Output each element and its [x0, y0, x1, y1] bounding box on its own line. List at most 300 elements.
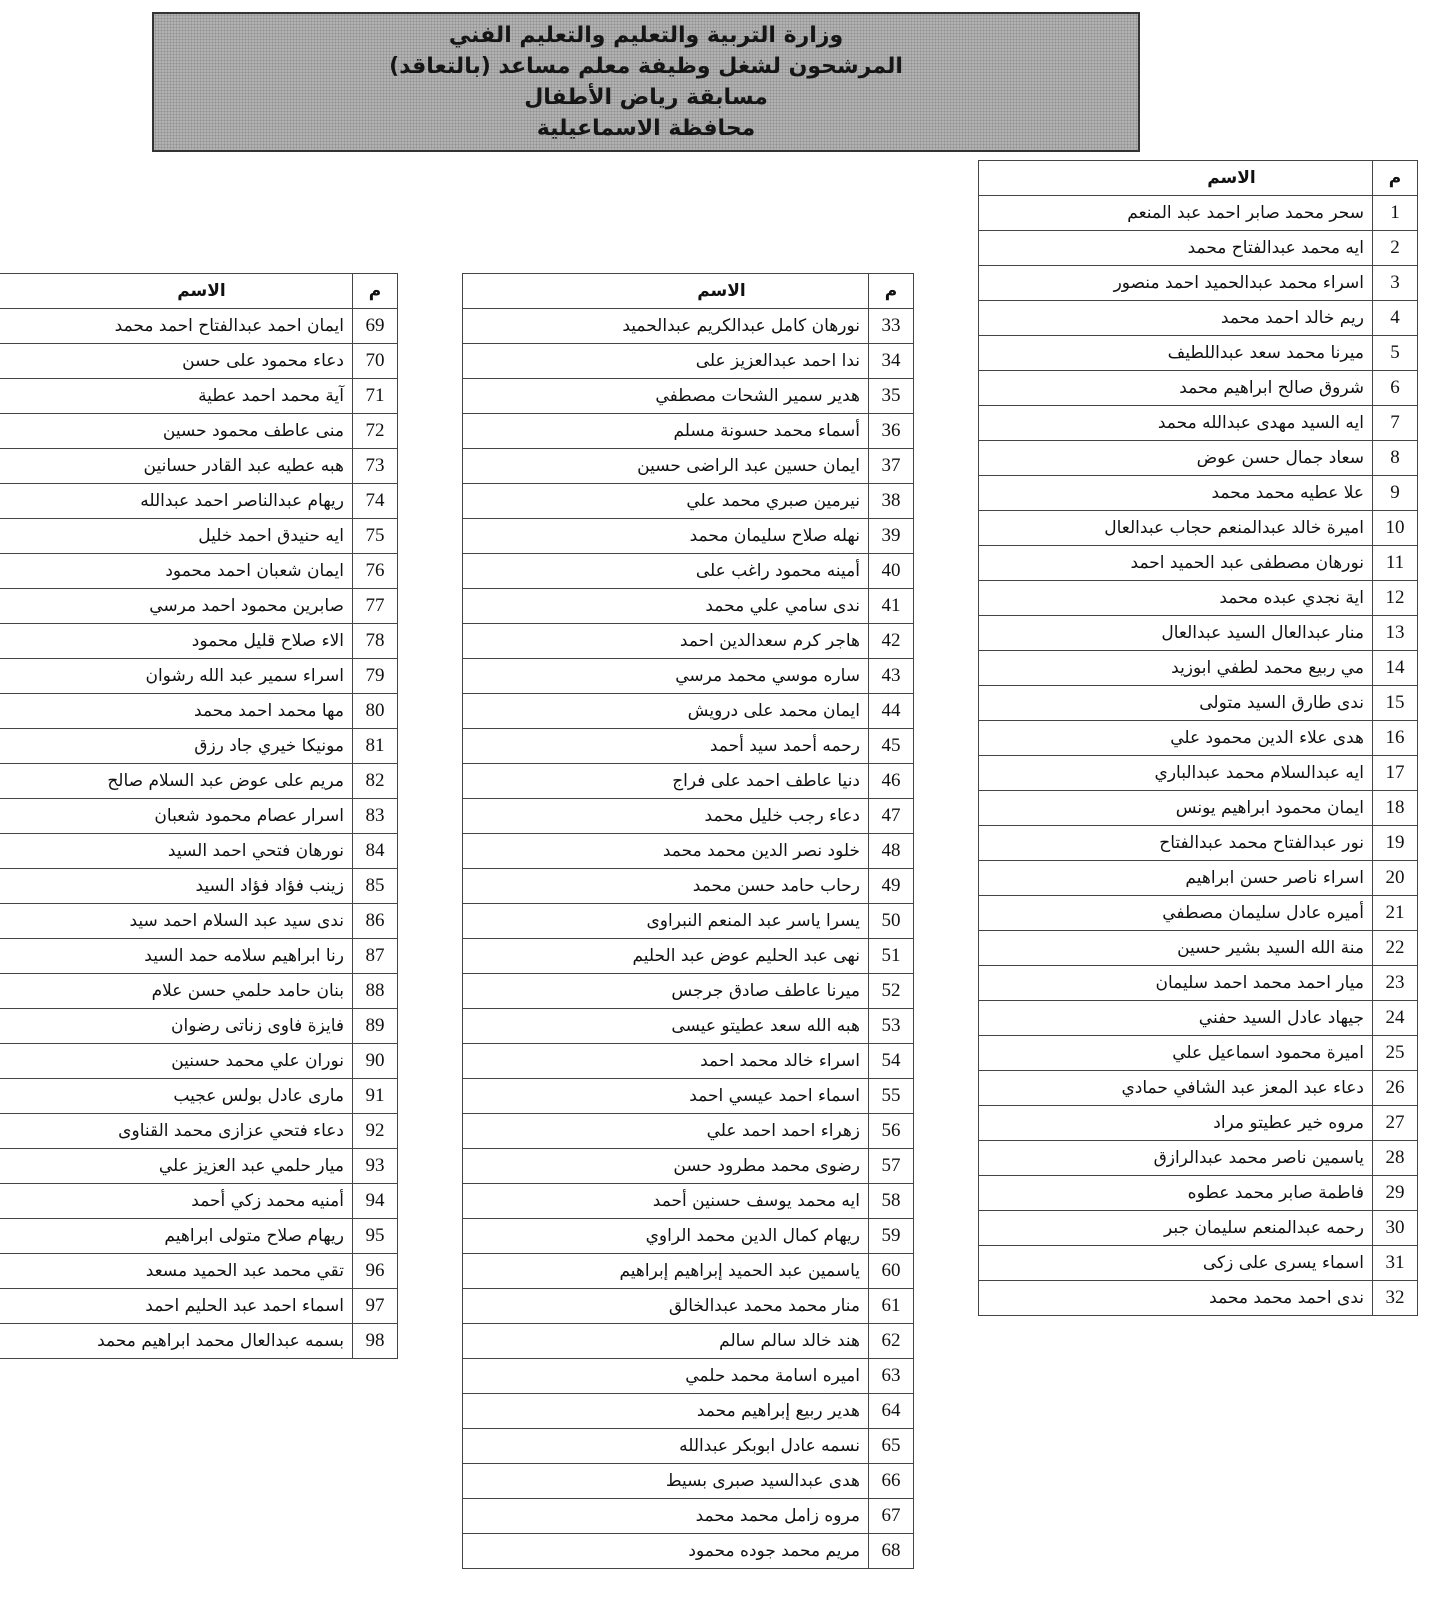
candidate-name: ميار حلمي عبد العزيز علي	[0, 1149, 353, 1184]
candidate-name: هاجر كرم سعدالدين احمد	[463, 624, 869, 659]
table-row	[0, 1289, 398, 1324]
row-number: 64	[869, 1394, 914, 1429]
candidate-name: منار محمد محمد عبدالخالق	[463, 1289, 869, 1324]
candidate-name: منى عاطف محمود حسين	[0, 414, 353, 449]
table-row	[463, 484, 914, 519]
table-row	[979, 721, 1418, 756]
row-number: 42	[869, 624, 914, 659]
row-number: 58	[869, 1184, 914, 1219]
table-row	[979, 616, 1418, 651]
candidate-name: سعاد جمال حسن عوض	[979, 441, 1373, 476]
row-number: 23	[1373, 966, 1418, 1001]
candidate-name: زينب فؤاد فؤاد السيد	[0, 869, 353, 904]
table-row	[463, 834, 914, 869]
table-row	[0, 1044, 398, 1079]
row-number: 78	[353, 624, 398, 659]
row-number: 1	[1373, 196, 1418, 231]
table-row	[463, 589, 914, 624]
table-row	[979, 1071, 1418, 1106]
candidate-name: يسرا ياسر عبد المنعم النبراوى	[463, 904, 869, 939]
table-row	[0, 414, 398, 449]
table-row	[463, 1324, 914, 1359]
candidate-name: مارى عادل بولس عجيب	[0, 1079, 353, 1114]
candidate-name: هبه الله سعد عطيتو عيسى	[463, 1009, 869, 1044]
candidate-name: فايزة فاوى زناتى رضوان	[0, 1009, 353, 1044]
candidate-name: نور عبدالفتاح محمد عبدالفتاح	[979, 826, 1373, 861]
candidate-name: اسراء ناصر حسن ابراهيم	[979, 861, 1373, 896]
row-number: 6	[1373, 371, 1418, 406]
table-row	[979, 301, 1418, 336]
table-row	[0, 799, 398, 834]
candidate-name: ميار احمد محمد احمد سليمان	[979, 966, 1373, 1001]
candidate-name: نورهان مصطفى عبد الحميد احمد	[979, 546, 1373, 581]
header-ministry: وزارة التربية والتعليم والتعليم الفني	[448, 23, 844, 48]
candidate-name: ندى سامي علي محمد	[463, 589, 869, 624]
row-number: 88	[353, 974, 398, 1009]
table-row	[979, 441, 1418, 476]
table-row	[463, 799, 914, 834]
row-number: 75	[353, 519, 398, 554]
row-number: 12	[1373, 581, 1418, 616]
row-number: 74	[353, 484, 398, 519]
candidate-name: اميره اسامة محمد حلمي	[463, 1359, 869, 1394]
table-row	[979, 826, 1418, 861]
candidate-name: ندى احمد محمد محمد	[979, 1281, 1373, 1316]
candidate-name: اسماء يسرى على زكى	[979, 1246, 1373, 1281]
row-number: 14	[1373, 651, 1418, 686]
candidate-name: جيهاد عادل السيد حفني	[979, 1001, 1373, 1036]
row-number: 40	[869, 554, 914, 589]
row-number: 33	[869, 309, 914, 344]
row-number: 43	[869, 659, 914, 694]
candidate-name: مريم على عوض عبد السلام صالح	[0, 764, 353, 799]
row-number: 67	[869, 1499, 914, 1534]
row-number: 72	[353, 414, 398, 449]
candidate-name: ريهام كمال الدين محمد الراوي	[463, 1219, 869, 1254]
row-number: 53	[869, 1009, 914, 1044]
candidate-name: ميرنا محمد سعد عبداللطيف	[979, 336, 1373, 371]
table-row	[0, 974, 398, 1009]
candidate-name: اية نجدي عبده محمد	[979, 581, 1373, 616]
candidate-name: رحمه عبدالمنعم سليمان جبر	[979, 1211, 1373, 1246]
table-row	[979, 581, 1418, 616]
row-number: 22	[1373, 931, 1418, 966]
row-number: 4	[1373, 301, 1418, 336]
table-row	[463, 729, 914, 764]
table-row	[979, 231, 1418, 266]
table-row	[0, 694, 398, 729]
candidate-name: ايمان محمد على درويش	[463, 694, 869, 729]
table-row	[0, 589, 398, 624]
candidate-name: اسراء محمد عبدالحميد احمد منصور	[979, 266, 1373, 301]
row-number: 41	[869, 589, 914, 624]
row-number: 11	[1373, 546, 1418, 581]
row-number: 25	[1373, 1036, 1418, 1071]
column-header-number: م	[1373, 161, 1418, 196]
candidate-name: مونيكا خيري جاد رزق	[0, 729, 353, 764]
row-number: 77	[353, 589, 398, 624]
table-row	[979, 966, 1418, 1001]
row-number: 50	[869, 904, 914, 939]
candidate-name: الاء صلاح قليل محمود	[0, 624, 353, 659]
row-number: 8	[1373, 441, 1418, 476]
table-row	[0, 519, 398, 554]
candidate-name: مروه خير عطيتو مراد	[979, 1106, 1373, 1141]
candidate-name: مريم محمد جوده محمود	[463, 1534, 869, 1569]
row-number: 49	[869, 869, 914, 904]
row-number: 61	[869, 1289, 914, 1324]
table-row	[463, 414, 914, 449]
row-number: 37	[869, 449, 914, 484]
candidate-name: ميرنا عاطف صادق جرجس	[463, 974, 869, 1009]
table-row	[463, 449, 914, 484]
table-header-row	[0, 274, 398, 309]
row-number: 56	[869, 1114, 914, 1149]
candidate-name: اميرة محمود اسماعيل علي	[979, 1036, 1373, 1071]
candidates-table-2	[462, 273, 914, 1569]
table-row	[463, 1079, 914, 1114]
candidate-name: تقي محمد عبد الحميد مسعد	[0, 1254, 353, 1289]
row-number: 28	[1373, 1141, 1418, 1176]
table-row	[463, 1149, 914, 1184]
candidate-name: ايه عبدالسلام محمد عبدالباري	[979, 756, 1373, 791]
candidate-name: زهراء احمد احمد علي	[463, 1114, 869, 1149]
row-number: 62	[869, 1324, 914, 1359]
table-row	[0, 1254, 398, 1289]
row-number: 73	[353, 449, 398, 484]
table-row	[979, 931, 1418, 966]
row-number: 15	[1373, 686, 1418, 721]
table-row	[0, 869, 398, 904]
candidate-name: ايمان احمد عبدالفتاح احمد محمد	[0, 309, 353, 344]
candidate-name: دنيا عاطف احمد على فراج	[463, 764, 869, 799]
candidate-name: ريم خالد احمد محمد	[979, 301, 1373, 336]
table-row	[463, 1254, 914, 1289]
table-row	[0, 1079, 398, 1114]
table-row	[463, 1114, 914, 1149]
column-header-number: م	[869, 274, 914, 309]
candidate-name: نهله صلاح سليمان محمد	[463, 519, 869, 554]
row-number: 3	[1373, 266, 1418, 301]
table-row	[463, 1219, 914, 1254]
candidate-name: اميرة خالد عبدالمنعم حجاب عبدالعال	[979, 511, 1373, 546]
candidate-name: هند خالد سالم سالم	[463, 1324, 869, 1359]
table-row	[979, 1141, 1418, 1176]
candidate-name: دعاء رجب خليل محمد	[463, 799, 869, 834]
table-row	[0, 764, 398, 799]
table-row	[463, 869, 914, 904]
candidate-name: سحر محمد صابر احمد عبد المنعم	[979, 196, 1373, 231]
table-row	[463, 1009, 914, 1044]
table-row	[0, 1114, 398, 1149]
table-row	[979, 861, 1418, 896]
row-number: 65	[869, 1429, 914, 1464]
row-number: 98	[353, 1324, 398, 1359]
row-number: 82	[353, 764, 398, 799]
candidate-name: ايه محمد يوسف حسنين أحمد	[463, 1184, 869, 1219]
table-row	[979, 651, 1418, 686]
table-row	[979, 791, 1418, 826]
row-number: 91	[353, 1079, 398, 1114]
candidate-name: دعاء محمود على حسن	[0, 344, 353, 379]
row-number: 80	[353, 694, 398, 729]
row-number: 39	[869, 519, 914, 554]
table-row	[0, 344, 398, 379]
row-number: 21	[1373, 896, 1418, 931]
table-row	[979, 896, 1418, 931]
table-row	[463, 1534, 914, 1569]
table-header-row	[979, 161, 1418, 196]
candidate-name: ايه محمد عبدالفتاح محمد	[979, 231, 1373, 266]
candidate-name: رنا ابراهيم سلامه حمد السيد	[0, 939, 353, 974]
row-number: 2	[1373, 231, 1418, 266]
row-number: 19	[1373, 826, 1418, 861]
candidate-name: أمنيه محمد زكي أحمد	[0, 1184, 353, 1219]
row-number: 63	[869, 1359, 914, 1394]
table-row	[0, 309, 398, 344]
table-row	[979, 511, 1418, 546]
row-number: 57	[869, 1149, 914, 1184]
candidate-name: ندى سيد عبد السلام احمد سيد	[0, 904, 353, 939]
header-competition: مسابقة رياض الأطفال	[524, 85, 768, 110]
table-row	[463, 344, 914, 379]
column-header-name: الاسم	[463, 274, 869, 309]
candidate-name: نيرمين صبري محمد علي	[463, 484, 869, 519]
candidate-name: علا عطيه محمد محمد	[979, 476, 1373, 511]
row-number: 30	[1373, 1211, 1418, 1246]
table-header-row	[463, 274, 914, 309]
table-row	[0, 1149, 398, 1184]
row-number: 52	[869, 974, 914, 1009]
row-number: 18	[1373, 791, 1418, 826]
row-number: 45	[869, 729, 914, 764]
table-row	[0, 484, 398, 519]
candidate-name: هدى علاء الدين محمود علي	[979, 721, 1373, 756]
table-row	[463, 519, 914, 554]
candidate-name: أميره عادل سليمان مصطفي	[979, 896, 1373, 931]
candidate-name: فاطمة صابر محمد عطوه	[979, 1176, 1373, 1211]
table-row	[463, 1289, 914, 1324]
row-number: 76	[353, 554, 398, 589]
row-number: 79	[353, 659, 398, 694]
candidate-name: صابرين محمود احمد مرسي	[0, 589, 353, 624]
table-row	[979, 1211, 1418, 1246]
row-number: 10	[1373, 511, 1418, 546]
column-header-name: الاسم	[0, 274, 353, 309]
row-number: 16	[1373, 721, 1418, 756]
table-row	[979, 1036, 1418, 1071]
row-number: 7	[1373, 406, 1418, 441]
table-row	[463, 974, 914, 1009]
table-row	[463, 379, 914, 414]
row-number: 69	[353, 309, 398, 344]
table-row	[979, 1001, 1418, 1036]
row-number: 71	[353, 379, 398, 414]
table-row	[0, 1184, 398, 1219]
candidate-name: منار عبدالعال السيد عبدالعال	[979, 616, 1373, 651]
table-row	[979, 336, 1418, 371]
column-header-name: الاسم	[979, 161, 1373, 196]
row-number: 60	[869, 1254, 914, 1289]
row-number: 5	[1373, 336, 1418, 371]
candidate-name: خلود نصر الدين محمد محمد	[463, 834, 869, 869]
table-row	[0, 729, 398, 764]
candidate-name: ساره موسي محمد مرسي	[463, 659, 869, 694]
table-row	[463, 624, 914, 659]
document-header	[152, 12, 1140, 152]
candidate-name: ايه السيد مهدى عبدالله محمد	[979, 406, 1373, 441]
row-number: 47	[869, 799, 914, 834]
candidate-name: اسراء خالد محمد احمد	[463, 1044, 869, 1079]
candidate-name: بنان حامد حلمي حسن علام	[0, 974, 353, 1009]
row-number: 20	[1373, 861, 1418, 896]
candidate-name: اسماء احمد عيسي احمد	[463, 1079, 869, 1114]
row-number: 86	[353, 904, 398, 939]
table-row	[463, 1359, 914, 1394]
row-number: 87	[353, 939, 398, 974]
row-number: 83	[353, 799, 398, 834]
table-row	[0, 834, 398, 869]
table-row	[463, 1429, 914, 1464]
row-number: 70	[353, 344, 398, 379]
row-number: 31	[1373, 1246, 1418, 1281]
table-row	[979, 406, 1418, 441]
candidate-name: نورهان فتحي احمد السيد	[0, 834, 353, 869]
table-row	[0, 554, 398, 589]
table-row	[463, 1464, 914, 1499]
candidate-name: نسمه عادل ابوبكر عبدالله	[463, 1429, 869, 1464]
candidates-table-3	[0, 273, 398, 1359]
candidate-name: مي ربيع محمد لطفي ابوزيد	[979, 651, 1373, 686]
candidate-name: ايمان محمود ابراهيم يونس	[979, 791, 1373, 826]
table-row	[463, 1394, 914, 1429]
candidate-name: ريهام صلاح متولى ابراهيم	[0, 1219, 353, 1254]
table-row	[0, 624, 398, 659]
table-row	[463, 939, 914, 974]
column-header-number: م	[353, 274, 398, 309]
candidate-name: آية محمد احمد عطية	[0, 379, 353, 414]
candidate-name: ياسمين عبد الحميد إبراهيم إبراهيم	[463, 1254, 869, 1289]
candidate-name: اسماء احمد عبد الحليم احمد	[0, 1289, 353, 1324]
row-number: 34	[869, 344, 914, 379]
candidate-name: منة الله السيد بشير حسين	[979, 931, 1373, 966]
candidate-name: بسمه عبدالعال محمد ابراهيم محمد	[0, 1324, 353, 1359]
row-number: 29	[1373, 1176, 1418, 1211]
table-row	[463, 309, 914, 344]
candidates-table-1	[978, 160, 1418, 1316]
row-number: 44	[869, 694, 914, 729]
candidate-name: هبه عطيه عبد القادر حسانين	[0, 449, 353, 484]
candidate-name: اسراء سمير عبد الله رشوان	[0, 659, 353, 694]
candidate-name: ياسمين ناصر محمد عبدالرازق	[979, 1141, 1373, 1176]
row-number: 26	[1373, 1071, 1418, 1106]
candidate-name: نهى عبد الحليم عوض عبد الحليم	[463, 939, 869, 974]
row-number: 55	[869, 1079, 914, 1114]
table-row	[979, 476, 1418, 511]
table-row	[979, 1246, 1418, 1281]
header-candidates: المرشحون لشغل وظيفة معلم مساعد (بالتعاقد)	[389, 54, 903, 79]
table-row	[463, 1499, 914, 1534]
row-number: 17	[1373, 756, 1418, 791]
row-number: 13	[1373, 616, 1418, 651]
candidate-name: شروق صالح ابراهيم محمد	[979, 371, 1373, 406]
table-row	[463, 694, 914, 729]
candidate-name: رحاب حامد حسن محمد	[463, 869, 869, 904]
table-row	[463, 904, 914, 939]
table-row	[979, 1106, 1418, 1141]
candidate-name: نوران علي محمد حسنين	[0, 1044, 353, 1079]
table-row	[463, 554, 914, 589]
table-row	[463, 1044, 914, 1079]
candidate-name: رحمه أحمد سيد أحمد	[463, 729, 869, 764]
candidate-name: هدى عبدالسيد صبرى بسيط	[463, 1464, 869, 1499]
table-row	[979, 266, 1418, 301]
table-row	[0, 1219, 398, 1254]
candidate-name: رضوى محمد مطرود حسن	[463, 1149, 869, 1184]
candidate-name: أمينه محمود راغب على	[463, 554, 869, 589]
table-row	[463, 659, 914, 694]
row-number: 85	[353, 869, 398, 904]
table-row	[979, 371, 1418, 406]
row-number: 92	[353, 1114, 398, 1149]
row-number: 84	[353, 834, 398, 869]
row-number: 89	[353, 1009, 398, 1044]
table-row	[979, 1176, 1418, 1211]
candidate-name: دعاء فتحي عزازى محمد القناوى	[0, 1114, 353, 1149]
table-row	[979, 686, 1418, 721]
candidate-name: ايه حنيدق احمد خليل	[0, 519, 353, 554]
candidate-name: أسماء محمد حسونة مسلم	[463, 414, 869, 449]
row-number: 94	[353, 1184, 398, 1219]
candidate-name: هدير سمير الشحات مصطفي	[463, 379, 869, 414]
table-row	[463, 764, 914, 799]
candidate-name: مها محمد احمد محمد	[0, 694, 353, 729]
table-row	[0, 659, 398, 694]
row-number: 32	[1373, 1281, 1418, 1316]
candidate-name: اسرار عصام محمود شعبان	[0, 799, 353, 834]
row-number: 51	[869, 939, 914, 974]
row-number: 9	[1373, 476, 1418, 511]
candidate-name: ندى طارق السيد متولى	[979, 686, 1373, 721]
table-row	[0, 939, 398, 974]
table-row	[0, 904, 398, 939]
row-number: 90	[353, 1044, 398, 1079]
candidate-name: ريهام عبدالناصر احمد عبدالله	[0, 484, 353, 519]
table-row	[979, 196, 1418, 231]
candidate-name: ايمان شعبان احمد محمود	[0, 554, 353, 589]
row-number: 95	[353, 1219, 398, 1254]
row-number: 59	[869, 1219, 914, 1254]
row-number: 54	[869, 1044, 914, 1079]
row-number: 46	[869, 764, 914, 799]
row-number: 24	[1373, 1001, 1418, 1036]
row-number: 66	[869, 1464, 914, 1499]
candidate-name: نورهان كامل عبدالكريم عبدالحميد	[463, 309, 869, 344]
row-number: 38	[869, 484, 914, 519]
table-row	[979, 756, 1418, 791]
header-governorate: محافظة الاسماعيلية	[536, 116, 756, 141]
table-row	[463, 1184, 914, 1219]
row-number: 48	[869, 834, 914, 869]
table-row	[0, 449, 398, 484]
table-row	[0, 379, 398, 414]
candidate-name: مروه زامل محمد محمد	[463, 1499, 869, 1534]
row-number: 27	[1373, 1106, 1418, 1141]
table-row	[979, 546, 1418, 581]
row-number: 36	[869, 414, 914, 449]
row-number: 35	[869, 379, 914, 414]
row-number: 97	[353, 1289, 398, 1324]
